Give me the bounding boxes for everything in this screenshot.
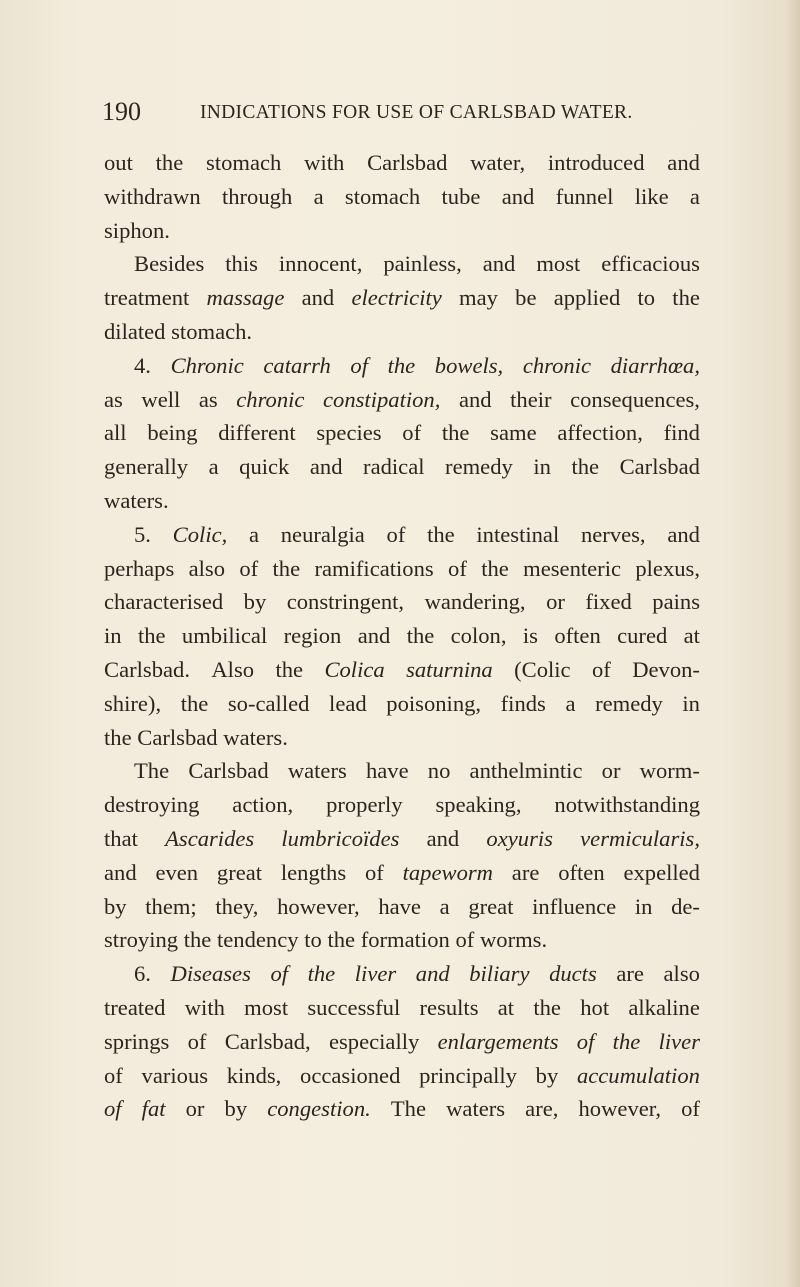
word: well	[141, 386, 181, 412]
text-line	[104, 1059, 700, 1093]
word: Carlsbad	[137, 724, 218, 750]
word: of	[364, 859, 384, 885]
word: generally	[104, 454, 189, 480]
word: same	[490, 420, 537, 446]
word: nerves,	[580, 521, 646, 547]
text-line	[104, 450, 700, 484]
word: springs	[104, 1028, 170, 1054]
word: liver	[658, 1028, 700, 1054]
word: accumulation	[576, 1062, 700, 1088]
word: may	[459, 285, 498, 311]
word: of	[386, 521, 406, 547]
word: in	[104, 623, 122, 649]
word: fat	[141, 1096, 166, 1122]
word: the	[533, 994, 561, 1020]
word: characterised	[104, 589, 224, 615]
word: occasioned	[300, 1062, 401, 1088]
word: Diseases	[170, 961, 251, 987]
word: hot	[580, 994, 610, 1020]
word: alkaline	[628, 994, 700, 1020]
word: worms.	[479, 927, 548, 953]
word: remedy	[445, 454, 513, 480]
text-line	[104, 822, 700, 856]
word: the	[427, 521, 455, 547]
word: diarrhœa,	[610, 352, 700, 378]
word: often	[554, 623, 601, 649]
text-line	[104, 1092, 700, 1126]
word: notwithstanding	[554, 792, 700, 818]
word: the	[275, 656, 304, 682]
word: a	[565, 690, 576, 716]
word: destroying	[104, 792, 200, 818]
word: of	[270, 961, 289, 987]
word: painless,	[383, 251, 462, 277]
word: at	[683, 623, 700, 649]
word: anthelmintic	[469, 758, 583, 784]
text-line	[104, 552, 700, 586]
word: expelled	[623, 859, 700, 885]
word: oxyuris	[486, 825, 553, 851]
word: so-called	[227, 690, 310, 716]
word: The	[390, 1096, 427, 1122]
word: with	[184, 994, 225, 1020]
word: perhaps	[104, 555, 175, 581]
word: Carlsbad	[188, 758, 269, 784]
word: at	[497, 994, 515, 1020]
word: vermicularis,	[580, 825, 700, 851]
word: them;	[145, 893, 197, 919]
word: siphon.	[104, 217, 170, 243]
word: biliary	[469, 961, 530, 987]
word: and	[501, 183, 535, 209]
word: the	[387, 352, 416, 378]
word: great	[468, 893, 514, 919]
word: and	[357, 623, 391, 649]
word: or	[546, 589, 565, 615]
word: tapeworm	[402, 859, 493, 885]
word: tendency	[216, 927, 299, 953]
word: cured	[617, 623, 668, 649]
text-line	[104, 585, 700, 619]
word: stomach.	[171, 318, 253, 344]
word: and	[301, 285, 335, 311]
word: funnel	[555, 183, 614, 209]
word: chronic	[236, 386, 305, 412]
word: in	[533, 454, 551, 480]
text-line	[104, 281, 700, 315]
text-line	[104, 416, 700, 450]
word: wandering,	[424, 589, 526, 615]
word: tube	[441, 183, 481, 209]
word: dilated	[104, 318, 166, 344]
text-line	[104, 788, 700, 822]
word: treated	[104, 994, 166, 1020]
word: species	[316, 420, 382, 446]
text-line	[104, 754, 700, 788]
text-line	[104, 247, 700, 281]
word: waters	[287, 758, 347, 784]
word: Chronic	[170, 352, 244, 378]
word: results	[419, 994, 479, 1020]
word: the	[137, 623, 166, 649]
word: quick	[239, 454, 290, 480]
word: shire),	[104, 690, 162, 716]
word: plexus,	[635, 555, 700, 581]
word: Carlsbad.	[104, 656, 190, 682]
word: formation	[360, 927, 450, 953]
word: influence	[532, 893, 617, 919]
word: ramifications	[314, 555, 434, 581]
word: the	[406, 623, 435, 649]
word: 5.	[134, 521, 151, 547]
text-line	[104, 1025, 700, 1059]
word: introduced	[547, 150, 645, 175]
word: umbilical	[181, 623, 268, 649]
word: and	[458, 386, 492, 412]
word: or	[601, 758, 621, 784]
word: Also	[211, 656, 255, 682]
word: waters.	[104, 487, 169, 513]
word: are	[511, 859, 540, 885]
word: especially	[328, 1028, 420, 1054]
word: withdrawn	[104, 183, 201, 209]
word: properly	[326, 792, 403, 818]
word: of	[239, 555, 259, 581]
word: and	[482, 251, 516, 277]
word: de-	[671, 893, 700, 919]
running-head: INDICATIONS FOR USE OF CARLSBAD WATER.	[200, 102, 633, 123]
text-line	[104, 721, 700, 755]
word: neuralgia	[280, 521, 365, 547]
word: a	[208, 454, 219, 480]
word: worm-	[639, 758, 700, 784]
word: the	[183, 927, 212, 953]
word: the	[672, 285, 700, 311]
word: The	[134, 758, 170, 784]
word: kinds,	[226, 1062, 282, 1088]
word: bowels,	[434, 352, 504, 378]
word: waters	[446, 1096, 506, 1122]
word: stomach	[344, 183, 421, 209]
word: are,	[525, 1096, 559, 1122]
word: have	[365, 758, 409, 784]
word: by	[535, 1062, 559, 1088]
word: water,	[470, 150, 526, 175]
word: lumbricoïdes	[281, 825, 400, 851]
word: and	[426, 825, 460, 851]
word: Colic,	[172, 521, 228, 547]
word: most	[536, 251, 581, 277]
word: 6.	[134, 961, 151, 987]
word: out	[104, 150, 133, 175]
word: in	[682, 690, 700, 716]
word: the	[327, 927, 356, 953]
word: is	[522, 623, 538, 649]
word: great	[216, 859, 263, 885]
word: (Colic	[514, 656, 571, 682]
word: of	[448, 555, 467, 581]
word: Carlsbad	[619, 454, 700, 480]
text-line	[104, 518, 700, 552]
page-number: 190	[102, 97, 141, 126]
word: lengths	[280, 859, 347, 885]
word: enlargements	[437, 1028, 559, 1054]
word: the	[571, 454, 600, 480]
word: also	[188, 555, 226, 581]
word: stomach	[206, 150, 282, 175]
word: constringent,	[286, 589, 405, 615]
word: waters.	[223, 724, 288, 750]
word: treatment	[104, 285, 190, 311]
text-line	[104, 957, 700, 991]
text-line	[104, 214, 700, 248]
word: of	[455, 927, 475, 953]
word: Devon-	[632, 656, 700, 682]
word: Carlsbad,	[224, 1028, 311, 1054]
word: be	[515, 285, 537, 311]
word: lead	[329, 690, 367, 716]
word: radical	[363, 454, 425, 480]
word: the	[441, 420, 470, 446]
text-line	[104, 619, 700, 653]
word: a	[313, 183, 324, 209]
text-line	[104, 180, 700, 214]
text-line	[104, 856, 700, 890]
word: however,	[277, 893, 360, 919]
text-line	[104, 687, 700, 721]
word: Besides	[134, 251, 205, 277]
word: being	[147, 420, 198, 446]
word: this	[225, 251, 258, 277]
word: and	[667, 521, 700, 547]
word: by	[243, 589, 267, 615]
text-line	[104, 484, 700, 518]
word: by	[224, 1096, 248, 1122]
word: of	[591, 656, 611, 682]
word: ducts	[549, 961, 597, 987]
word: remedy	[595, 690, 663, 716]
word: colon,	[450, 623, 507, 649]
word: Carlsbad	[367, 150, 448, 175]
word: like	[634, 183, 669, 209]
word: are	[616, 961, 644, 987]
word: finds	[500, 690, 546, 716]
word: their	[510, 386, 552, 412]
word: have	[378, 893, 421, 919]
word: also	[663, 961, 700, 987]
text-line	[104, 991, 700, 1025]
word: the	[481, 555, 509, 581]
word: a	[689, 183, 700, 209]
word: stroying	[104, 927, 179, 953]
text-line	[104, 653, 700, 687]
word: successful	[307, 994, 401, 1020]
word: to	[637, 285, 656, 311]
word: to	[304, 927, 322, 953]
word: of	[350, 352, 368, 378]
word: no	[427, 758, 451, 784]
word: however,	[578, 1096, 662, 1122]
word: efficacious	[601, 251, 700, 277]
word: poisoning,	[386, 690, 482, 716]
word: the	[612, 1028, 641, 1054]
word: and	[667, 150, 700, 175]
word: often	[558, 859, 605, 885]
text-line	[104, 146, 700, 180]
word: different	[218, 420, 296, 446]
word: electricity	[351, 285, 442, 311]
word: mesenteric	[523, 555, 622, 581]
word: chronic	[522, 352, 592, 378]
word: various	[141, 1062, 209, 1088]
word: innocent,	[278, 251, 363, 277]
page-header	[102, 94, 692, 130]
body-text	[104, 146, 700, 1266]
word: the	[272, 555, 301, 581]
word: of	[402, 420, 422, 446]
word: congestion.	[267, 1096, 371, 1122]
word: and	[104, 859, 137, 885]
word: affection,	[557, 420, 643, 446]
text-line	[104, 315, 700, 349]
word: the	[307, 961, 336, 987]
word: constipation,	[323, 386, 441, 412]
word: liver	[354, 961, 397, 987]
word: of	[576, 1028, 595, 1054]
word: a	[439, 893, 450, 919]
word: speaking,	[435, 792, 522, 818]
text-line	[104, 890, 700, 924]
word: of	[187, 1028, 207, 1054]
word: and	[415, 961, 450, 987]
word: of	[104, 1096, 122, 1122]
word: in	[634, 893, 653, 919]
word: as	[104, 386, 123, 412]
word: Colica	[324, 656, 385, 682]
word: catarrh	[263, 352, 331, 378]
word: find	[663, 420, 700, 446]
word: they,	[215, 893, 259, 919]
word: fixed	[585, 589, 632, 615]
page-edge-shadow	[786, 0, 800, 1287]
word: the	[104, 724, 132, 750]
word: that	[104, 825, 138, 851]
word: even	[155, 859, 199, 885]
word: region	[283, 623, 342, 649]
word: all	[104, 420, 127, 446]
word: 4.	[134, 352, 151, 378]
word: the	[155, 150, 184, 175]
word: Ascarides	[165, 825, 255, 851]
word: of	[681, 1096, 700, 1122]
word: consequences,	[570, 386, 700, 412]
word: the	[180, 690, 209, 716]
word: applied	[553, 285, 621, 311]
word: with	[304, 150, 345, 175]
word: intestinal	[476, 521, 560, 547]
word: as	[198, 386, 218, 412]
word: most	[244, 994, 289, 1020]
word: action,	[232, 792, 294, 818]
word: through	[221, 183, 293, 209]
word: or	[185, 1096, 205, 1122]
word: massage	[206, 285, 285, 311]
text-line	[104, 383, 700, 417]
word: principally	[419, 1062, 517, 1088]
word: of	[104, 1062, 123, 1088]
word: pains	[652, 589, 700, 615]
word: and	[309, 454, 343, 480]
word: saturnina	[406, 656, 493, 682]
text-line	[104, 349, 700, 383]
word: by	[104, 893, 127, 919]
text-line	[104, 923, 700, 957]
word: a	[249, 521, 260, 547]
